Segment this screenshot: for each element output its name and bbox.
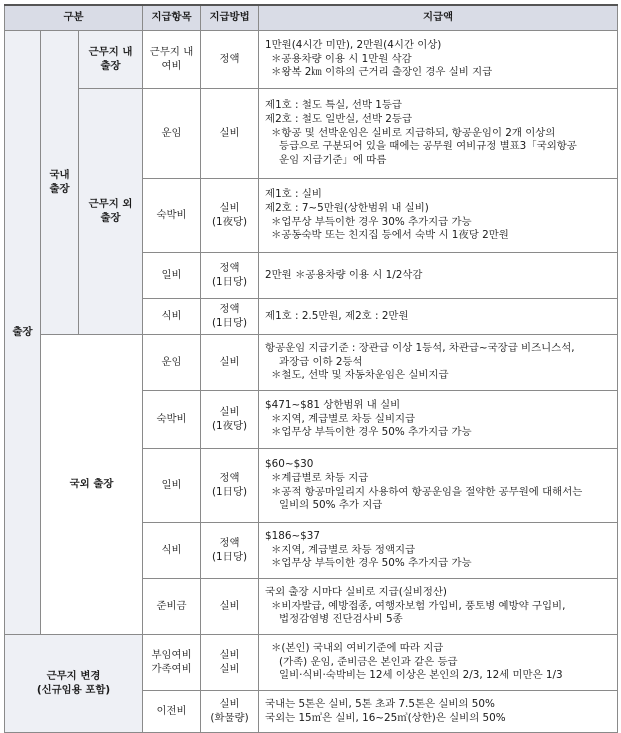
table-row xyxy=(5,89,618,179)
amount-cell xyxy=(259,31,618,89)
item-cell-line: 운임 xyxy=(161,355,182,368)
amount-line: 2만원 ＊공용차량 이용 시 1/2삭감 xyxy=(265,268,423,281)
item-cell-line: 근무지 내 xyxy=(149,45,194,58)
method-cell-line: 실비 xyxy=(219,662,240,675)
header-category: 구분 xyxy=(5,5,143,31)
method-cell-line: 실비 xyxy=(219,355,240,368)
amount-line: ＊공적 항공마일리지 사용하여 항공운임을 절약한 공무원에 대해서는 xyxy=(271,485,583,498)
relocation-label-line: (신규임용 포함) xyxy=(36,683,111,696)
amount-line: ＊항공 및 선박운임은 실비로 지급하되, 항공운임이 2개 이상의 xyxy=(271,126,556,139)
item-cell-line: 운임 xyxy=(161,126,182,139)
amount-line: ＊업무상 부득이한 경우 50% 추가지급 가능 xyxy=(271,557,472,570)
amount-line: 1만원(4시간 미만), 2만원(4시간 이상) xyxy=(265,38,442,51)
amount-line: ＊비자발급, 예방접종, 여행자보험 가입비, 풍토병 예방약 구입비, xyxy=(271,599,566,612)
domestic-label-line: 국내 xyxy=(49,168,70,181)
item-cell-line: 준비금 xyxy=(156,599,187,612)
item-cell xyxy=(143,31,201,89)
item-cell-line: 여비 xyxy=(161,59,182,72)
amount-line: 제2호 : 7~5만원(상한범위 내 실비) xyxy=(265,201,429,214)
amount-line: 과장급 이하 2등석 xyxy=(279,355,363,368)
inner-trip-label-line: 근무지 내 xyxy=(88,45,133,58)
amount-cell xyxy=(259,89,618,179)
item-cell xyxy=(143,523,201,579)
item-cell xyxy=(143,299,201,335)
amount-line: $471~$81 상한범위 내 실비 xyxy=(265,398,401,411)
amount-line: (가족) 운임, 준비금은 본인과 같은 등급 xyxy=(279,655,458,668)
method-cell-line: 정액 xyxy=(219,302,240,315)
inner-trip-label xyxy=(79,31,143,89)
method-cell xyxy=(201,691,259,733)
item-cell xyxy=(143,253,201,299)
domestic-label xyxy=(41,31,79,335)
method-cell xyxy=(201,31,259,89)
item-cell xyxy=(143,579,201,635)
amount-cell xyxy=(259,179,618,253)
method-cell-line: (1日당) xyxy=(211,275,248,288)
table-row xyxy=(5,635,618,691)
amount-line: 법정감염병 진단검사비 5종 xyxy=(279,613,403,626)
item-cell-line: 숙박비 xyxy=(156,412,187,425)
item-cell xyxy=(143,635,201,691)
table-row xyxy=(5,31,618,89)
item-cell xyxy=(143,89,201,179)
method-cell xyxy=(201,523,259,579)
overseas-label-line: 국외 출장 xyxy=(69,477,114,490)
header-amount: 지급액 xyxy=(259,5,618,31)
item-cell-line: 일비 xyxy=(161,478,182,491)
outer-trip-label-line: 근무지 외 xyxy=(88,197,133,210)
amount-line: 운임 지급기준」에 따름 xyxy=(279,154,387,167)
method-cell-line: (화물량) xyxy=(210,711,249,724)
amount-line: 제1호 : 실비 xyxy=(265,188,322,201)
method-cell-line: 실비 xyxy=(219,697,240,710)
item-cell xyxy=(143,179,201,253)
amount-line: ＊지역, 계급별로 차등 실비지급 xyxy=(271,412,416,425)
method-cell-line: 정액 xyxy=(219,536,240,549)
method-cell-line: 실비 xyxy=(219,201,240,214)
amount-cell xyxy=(259,523,618,579)
amount-cell xyxy=(259,391,618,449)
item-cell-line: 식비 xyxy=(161,543,182,556)
method-cell xyxy=(201,635,259,691)
outer-trip-label xyxy=(79,89,143,335)
item-cell-line: 일비 xyxy=(161,268,182,281)
method-cell-line: (1日당) xyxy=(211,550,248,563)
relocation-label-line: 근무지 변경 xyxy=(46,669,101,682)
method-cell xyxy=(201,299,259,335)
method-cell-line: (1日당) xyxy=(211,485,248,498)
method-cell-line: (1日당) xyxy=(211,316,248,329)
method-cell xyxy=(201,89,259,179)
method-cell-line: 실비 xyxy=(219,599,240,612)
amount-line: 일비의 50% 추가 지급 xyxy=(279,499,383,512)
amount-line: ＊지역, 계급별로 차등 정액지급 xyxy=(271,543,416,556)
item-cell-line: 부임여비 xyxy=(151,648,192,661)
header-method: 지급방법 xyxy=(201,5,259,31)
method-cell-line: 실비 xyxy=(219,405,240,418)
trip-label xyxy=(5,31,41,635)
method-cell-line: (1夜당) xyxy=(211,419,248,432)
amount-line: ＊업무상 부득이한 경우 30% 추가지급 가능 xyxy=(271,215,472,228)
amount-line: ＊업무상 부득이한 경우 50% 추가지급 가능 xyxy=(271,426,472,439)
trip-label-line: 출장 xyxy=(12,325,33,338)
amount-line: 제1호 : 철도 특실, 선박 1등급 xyxy=(265,99,402,112)
amount-line: ＊왕복 2㎞ 이하의 근거리 출장인 경우 실비 지급 xyxy=(271,66,493,79)
method-cell xyxy=(201,391,259,449)
amount-cell xyxy=(259,691,618,733)
amount-line: 항공운임 지급기준 : 장관급 이상 1등석, 차관급~국장급 비즈니스석, xyxy=(265,341,575,354)
method-cell-line: 정액 xyxy=(219,52,240,65)
amount-line: 등급으로 구분되어 있을 때에는 공무원 여비규정 별표3「국외항공 xyxy=(279,140,577,153)
table-body xyxy=(5,31,618,733)
method-cell-line: 실비 xyxy=(219,126,240,139)
item-cell xyxy=(143,391,201,449)
item-cell xyxy=(143,335,201,391)
amount-line: 일비·식비·숙박비는 12세 이상은 본인의 2/3, 12세 미만은 1/3 xyxy=(279,669,563,682)
method-cell-line: 정액 xyxy=(219,471,240,484)
item-cell-line: 식비 xyxy=(161,309,182,322)
travel-expense-table xyxy=(4,4,618,733)
amount-line: 국외는 15㎥은 실비, 16~25㎥(상한)은 실비의 50% xyxy=(265,711,506,724)
amount-cell xyxy=(259,635,618,691)
header-row xyxy=(5,5,618,31)
inner-trip-label-line: 출장 xyxy=(100,59,121,72)
method-cell xyxy=(201,253,259,299)
overseas-label xyxy=(41,335,143,635)
method-cell xyxy=(201,335,259,391)
amount-line: ＊공동숙박 또는 친지집 등에서 숙박 시 1夜당 2만원 xyxy=(271,229,509,242)
amount-line: 국외 출장 시마다 실비로 지급(실비정산) xyxy=(265,585,447,598)
outer-trip-label-line: 출장 xyxy=(100,211,121,224)
amount-line: 국내는 5톤은 실비, 5톤 초과 7.5톤은 실비의 50% xyxy=(265,697,495,710)
relocation-label xyxy=(5,635,143,733)
amount-cell xyxy=(259,579,618,635)
amount-line: ＊철도, 선박 및 자동차운임은 실비지급 xyxy=(271,369,449,382)
amount-line: ＊공용차량 이용 시 1만원 삭감 xyxy=(271,52,412,65)
domestic-label-line: 출장 xyxy=(49,182,70,195)
method-cell xyxy=(201,179,259,253)
amount-line: $186~$37 xyxy=(265,529,321,542)
method-cell-line: (1夜당) xyxy=(211,215,248,228)
method-cell-line: 실비 xyxy=(219,648,240,661)
amount-line: 제2호 : 철도 일반실, 선박 2등급 xyxy=(265,112,412,125)
amount-line: ＊(본인) 국내외 여비기준에 따라 지급 xyxy=(271,641,444,654)
amount-line: $60~$30 xyxy=(265,458,314,471)
item-cell xyxy=(143,449,201,523)
item-cell-line: 이전비 xyxy=(156,704,187,717)
item-cell xyxy=(143,691,201,733)
item-cell-line: 가족여비 xyxy=(151,662,192,675)
table-row xyxy=(5,335,618,391)
amount-line: ＊계급별로 차등 지급 xyxy=(271,471,369,484)
method-cell xyxy=(201,449,259,523)
method-cell-line: 정액 xyxy=(219,261,240,274)
amount-cell xyxy=(259,335,618,391)
amount-cell xyxy=(259,253,618,299)
amount-cell xyxy=(259,299,618,335)
item-cell-line: 숙박비 xyxy=(156,208,187,221)
amount-cell xyxy=(259,449,618,523)
amount-line: 제1호 : 2.5만원, 제2호 : 2만원 xyxy=(265,309,409,322)
method-cell xyxy=(201,579,259,635)
header-item: 지급항목 xyxy=(143,5,201,31)
